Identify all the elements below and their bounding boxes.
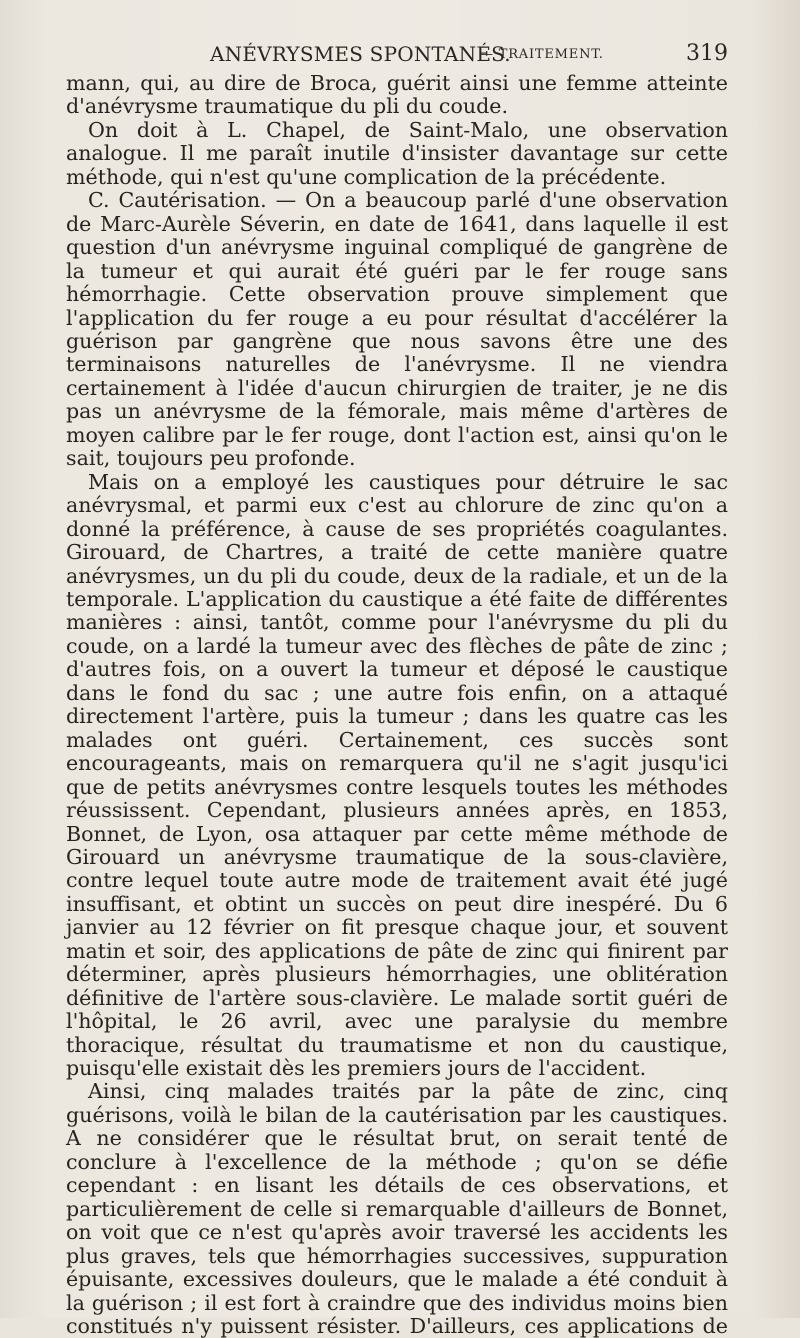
running-header (66, 38, 728, 68)
paragraph-continuation: mann, qui, au dire de Broca, guérit ainsi une femme atteinte d'anévrysme traumatique du pli du coude. (66, 71, 728, 119)
paragraph-bilan: Ainsi, cinq malades traités par la pâte de zinc, cinq guérisons, voilà le bilan de la cautérisation par les caustiques. A ne considérer que le résultat brut, on serait tenté de conclure à l'excellence de la méthode ; qu'on se défie cependant : en lisant les détails de ces observations, et particulièrement de celle si remarquable d'ailleurs de Bonnet, on voit que ce n'est qu'après avoir traversé les accidents les plus graves, tels que hémorrhagies successives, suppuration épuisante, excessives douleurs, que le malade a été conduit à la guérison ; il est fort à craindre que des individus moins bien constitués n'y puissent résister. D'ailleurs, ces applications de (66, 1079, 728, 1338)
running-title: ANÉVRYSMES SPONTANÉS. (210, 42, 511, 66)
paragraph-caustiques: Mais on a employé les caustiques pour détruire le sac anévrysmal, et parmi eux c'est au chlorure de zinc qu'on a donné la préférence, à cause de ses propriétés coagulantes. Girouard, de Chartres, a traité de cette manière quatre anévrysmes, un du pli du coude, deux de la radiale, et un de la temporale. L'application du caustique a été faite de différentes manières : ainsi, tantôt, comme pour l'anévrysme du pli du coude, on a lardé la tumeur avec des flèches de pâte de zinc ; d'autres fois, on a ouvert la tumeur et déposé le caustique dans le fond du sac ; une autre fois enfin, on a attaqué directement l'artère, puis la tumeur ; dans les quatre cas les malades ont guéri. Certainement, ces succès sont encourageants, mais on remarquera qu'il ne s'agit jusqu'ici que de petits anévrysmes contre lesquels toutes les méthodes réussissent. Cependant, plusieurs années après, en 1853, Bonnet, de Lyon, osa attaquer par cette même méthode de Girouard un anévrysme traumatique de la sous-clavière, contre lequel toute autre mode de traitement avait été jugé insuffisant, et obtint un succès on peut dire inespéré. Du 6 janvier au 12 février on fit presque chaque jour, et souvent matin et soir, des applications de pâte de zinc qui finirent par déterminer, après plusieurs hémorrhagies, une oblitération définitive de l'artère sous-clavière. Le malade sortit guéri de l'hôpital, le 26 avril, avec une paralysie du membre thoracique, résultat du traumatisme et non du caustique, puisqu'elle existait dès les premiers jours de l'accident. (66, 469, 728, 1081)
paragraph-cauterisation: C. Cautérisation. — On a beaucoup parlé d'une observation de Marc-Aurèle Séverin, en date de 1641, dans laquelle il est question d'un anévrysme inguinal compliqué de gangrène de la tumeur et qui aurait été guéri par le fer rouge sans hémorrhagie. Cette observation prouve simplement que l'application du fer rouge a eu pour résultat d'accélérer la guérison par gangrène que nous savons être une des terminaisons naturelles de l'anévrysme. Il ne viendra certainement à l'idée d'aucun chirurgien de traiter, je ne dis pas un anévrysme de la fémorale, mais même d'artères de moyen calibre par le fer rouge, dont l'action est, ainsi qu'on le sait, toujours peu profonde. (66, 188, 728, 471)
body-text (66, 72, 728, 1338)
page-number: 319 (686, 41, 728, 66)
paragraph-chapel: On doit à L. Chapel, de Saint-Malo, une observation analogue. Il me paraît inutile d'insister davantage sur cette méthode, qui n'est qu'une complication de la précédente. (66, 117, 728, 189)
running-subtitle: — TRAITEMENT. (480, 47, 604, 62)
